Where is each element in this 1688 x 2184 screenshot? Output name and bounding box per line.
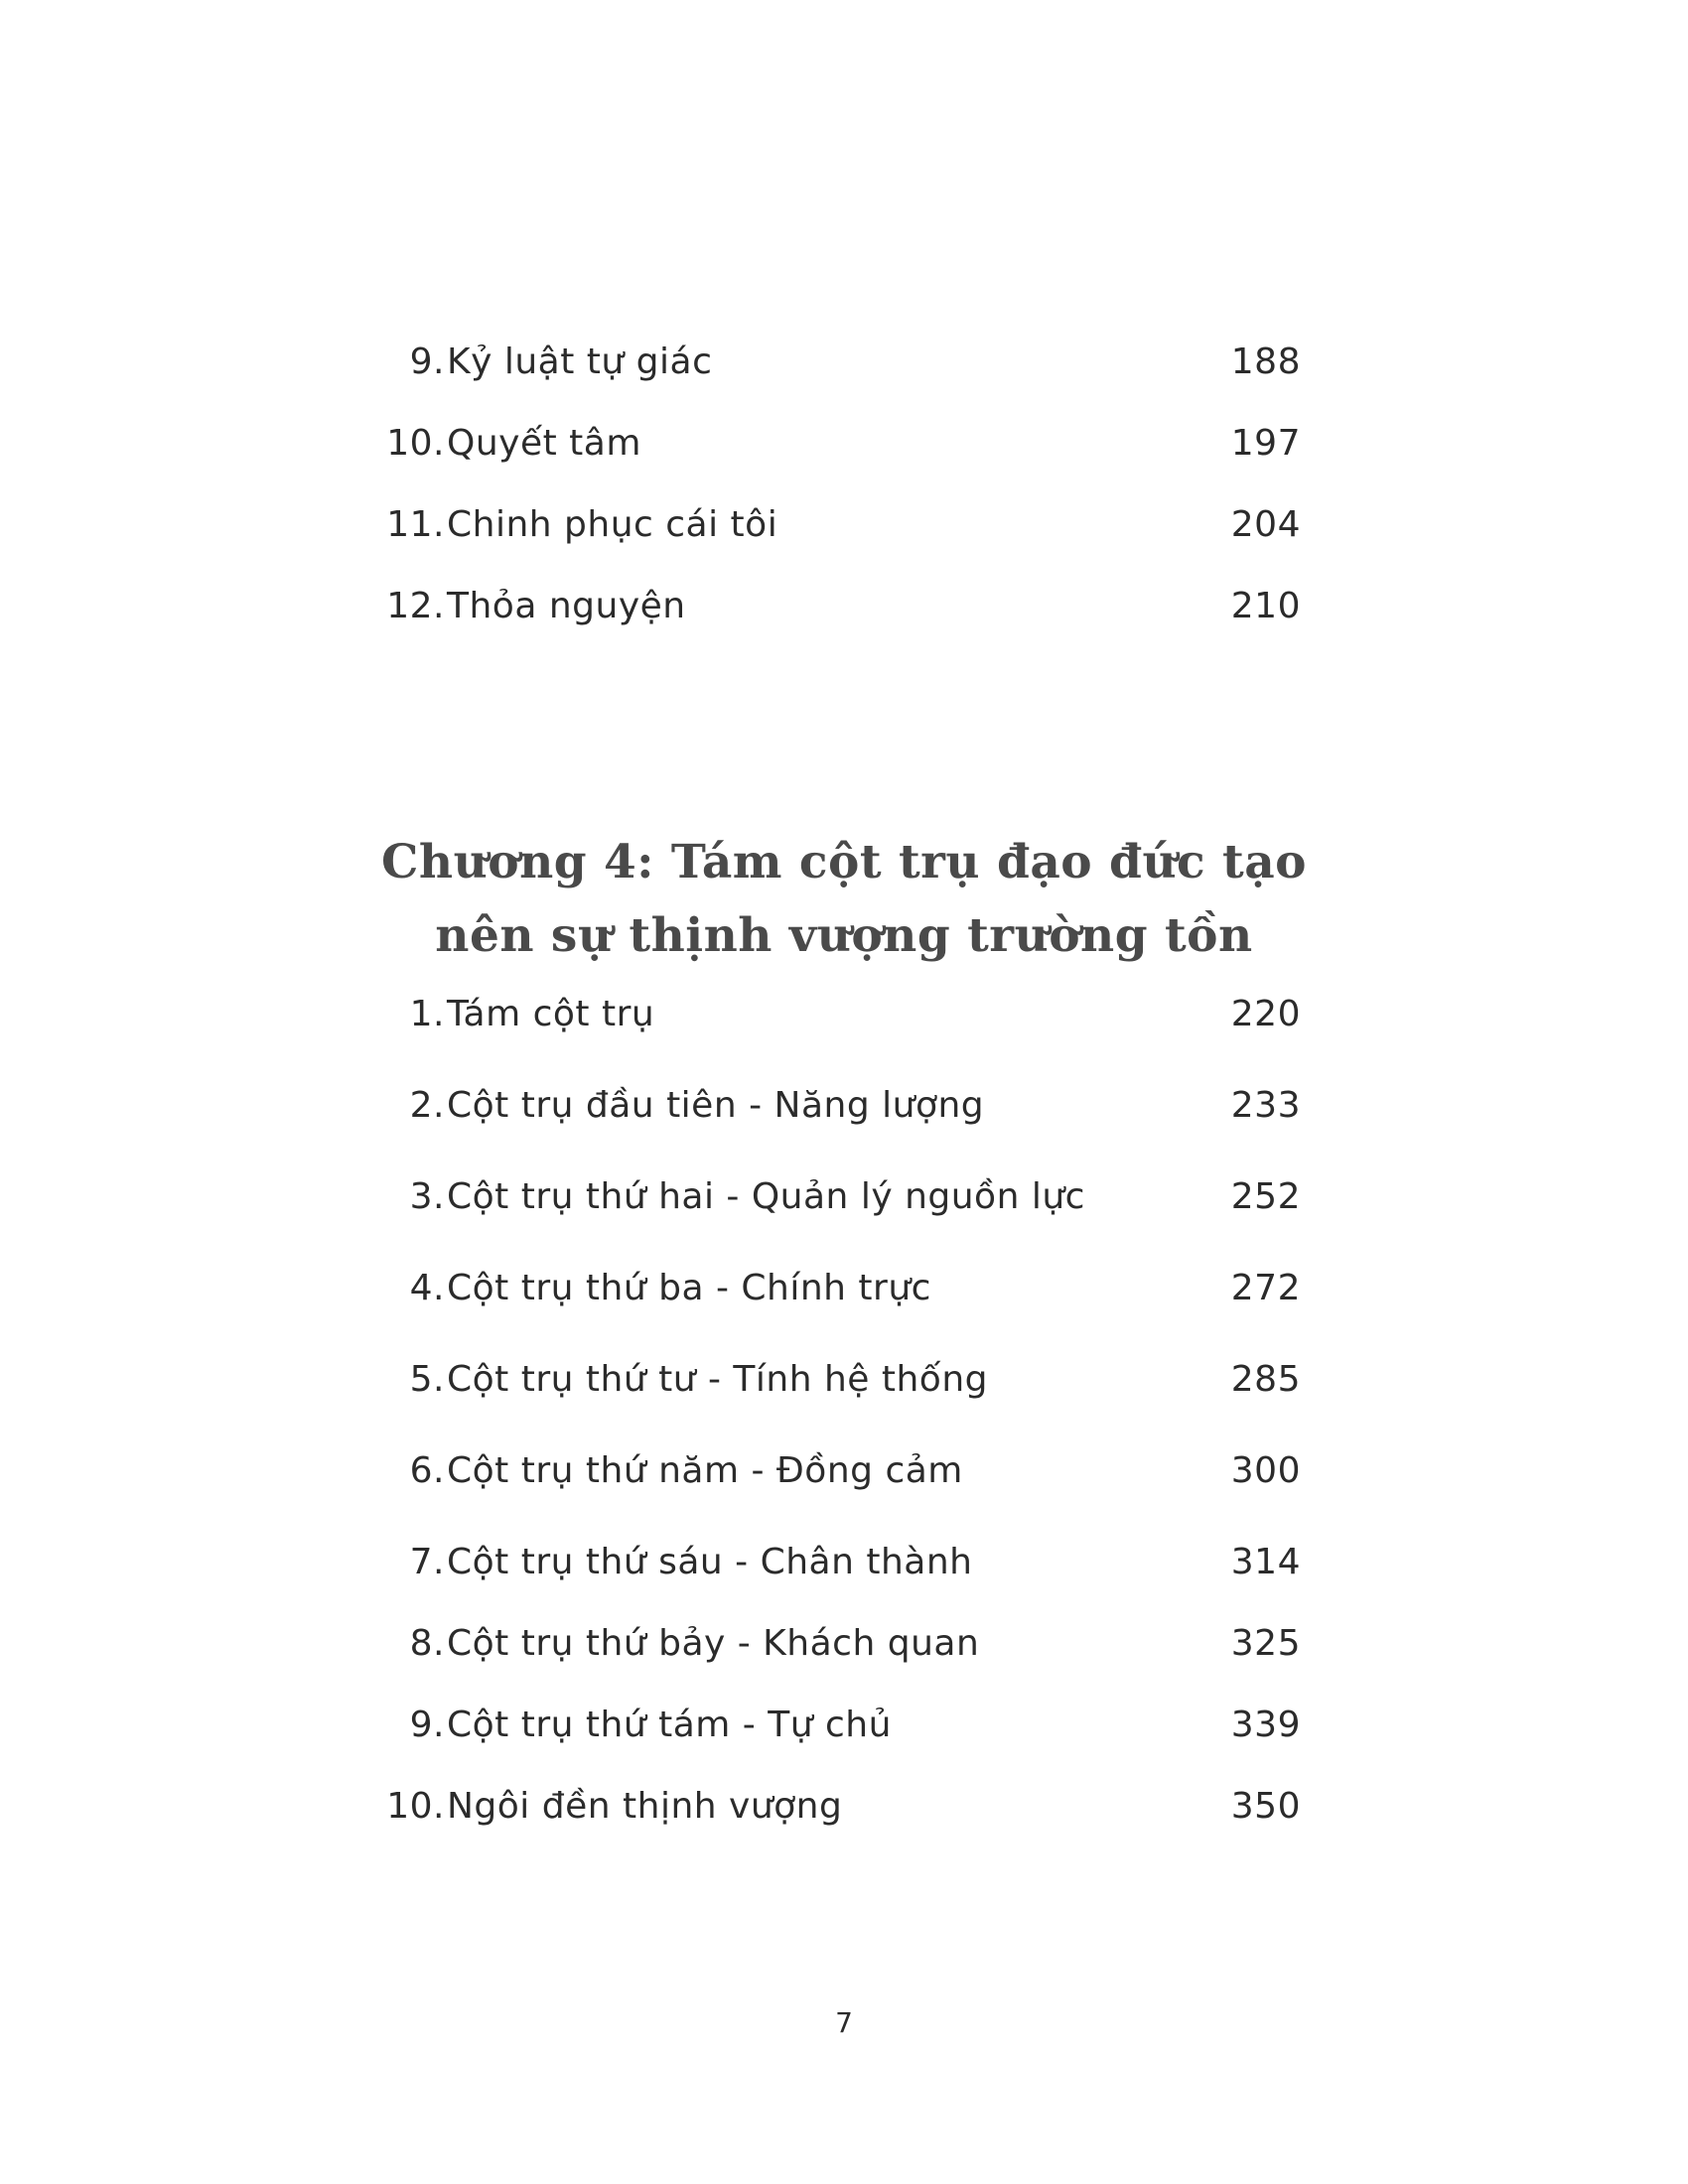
- entry-title: Quyết tâm: [447, 423, 641, 464]
- toc-entry: [377, 1782, 1301, 1832]
- entry-page: 285: [1230, 1359, 1301, 1400]
- entry-title: Cột trụ thứ bảy - Khách quan: [447, 1623, 980, 1664]
- entry-page: 350: [1230, 1786, 1301, 1827]
- entry-number: 9.: [409, 1705, 445, 1745]
- entry-number: 10.: [386, 423, 445, 464]
- entry-page: 272: [1230, 1268, 1301, 1308]
- page-number: 7: [835, 2006, 853, 2039]
- toc-entry: [377, 1081, 1301, 1131]
- toc-entry: [377, 338, 1301, 387]
- entry-title: Cột trụ đầu tiên - Năng lượng: [447, 1085, 985, 1126]
- entry-title: Ngôi đền thịnh vượng: [447, 1786, 843, 1827]
- toc-entry: [377, 990, 1301, 1039]
- chapter-heading-line2: nên sự thịnh vượng trường tồn: [435, 908, 1253, 963]
- toc-entry: [377, 419, 1301, 469]
- entry-number: 7.: [409, 1542, 445, 1582]
- entry-page: 300: [1230, 1450, 1301, 1491]
- entry-page: 188: [1230, 341, 1301, 382]
- entry-page: 204: [1230, 504, 1301, 545]
- entry-number: 12.: [386, 586, 445, 626]
- entry-page: 210: [1230, 586, 1301, 626]
- entry-number: 1.: [409, 994, 445, 1034]
- entry-title: Chinh phục cái tôi: [447, 504, 778, 545]
- entry-title: Thỏa nguyện: [447, 586, 686, 626]
- toc-entry: [377, 1701, 1301, 1750]
- entry-number: 5.: [409, 1359, 445, 1400]
- entry-number: 6.: [409, 1450, 445, 1491]
- entry-page: 197: [1230, 423, 1301, 464]
- entry-number: 8.: [409, 1623, 445, 1664]
- chapter-heading-line1: Chương 4: Tám cột trụ đạo đức tạo: [380, 835, 1308, 889]
- toc-entry: [377, 1619, 1301, 1669]
- entry-title: Cột trụ thứ tư - Tính hệ thống: [447, 1359, 988, 1400]
- entry-title: Cột trụ thứ hai - Quản lý nguồn lực: [447, 1176, 1085, 1217]
- entry-number: 11.: [386, 504, 445, 545]
- entry-page: 252: [1230, 1176, 1301, 1217]
- toc-entry: [377, 500, 1301, 550]
- entry-page: 325: [1230, 1623, 1301, 1664]
- entry-title: Cột trụ thứ ba - Chính trực: [447, 1268, 931, 1308]
- entry-page: 339: [1230, 1705, 1301, 1745]
- entry-title: Kỷ luật tự giác: [447, 341, 713, 382]
- entry-number: 9.: [409, 341, 445, 382]
- entry-number: 2.: [409, 1085, 445, 1126]
- entry-title: Cột trụ thứ năm - Đồng cảm: [447, 1450, 963, 1491]
- entry-title: Cột trụ thứ tám - Tự chủ: [447, 1705, 892, 1745]
- entry-number: 4.: [409, 1268, 445, 1308]
- entry-page: 220: [1230, 994, 1301, 1034]
- entry-number: 3.: [409, 1176, 445, 1217]
- entry-page: 233: [1230, 1085, 1301, 1126]
- toc-entry: [377, 1264, 1301, 1313]
- toc-entry: [377, 1538, 1301, 1587]
- entry-title: Tám cột trụ: [447, 994, 655, 1034]
- toc-entry: [377, 1172, 1301, 1222]
- toc-entry: [377, 582, 1301, 631]
- entry-title: Cột trụ thứ sáu - Chân thành: [447, 1542, 973, 1582]
- toc-entry: [377, 1446, 1301, 1496]
- entry-number: 10.: [386, 1786, 445, 1827]
- entry-page: 314: [1230, 1542, 1301, 1582]
- chapter-heading: [0, 826, 1688, 973]
- toc-entry: [377, 1355, 1301, 1405]
